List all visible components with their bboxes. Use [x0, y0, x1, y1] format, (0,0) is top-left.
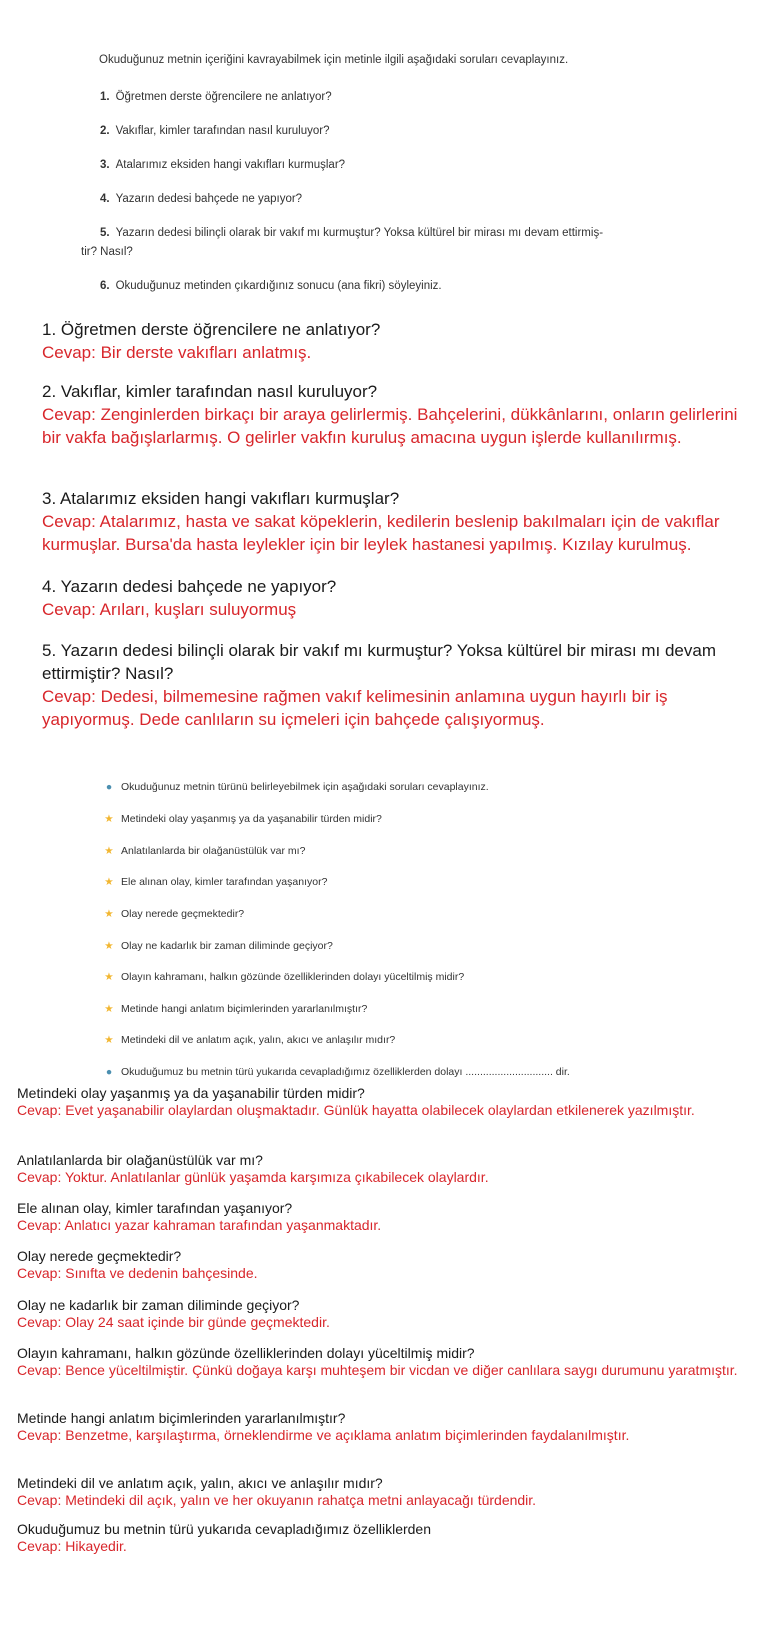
answer-block-1 — [42, 318, 742, 364]
question-text: Vakıflar, kimler tarafından nasıl kuruluyor? — [115, 125, 330, 137]
answer-text: Cevap: Anlatıcı yazar kahraman tarafından yaşanmaktadır. — [17, 1217, 382, 1233]
question-1 — [100, 91, 332, 103]
answer-text: Cevap: Olay 24 saat içinde bir günde geçmektedir. — [17, 1314, 330, 1330]
genre-answer-block — [17, 1297, 762, 1331]
genre-question-text: Anlatılanlarda bir olağanüstülük var mı? — [121, 845, 306, 857]
answer-question: Olay ne kadarlık bir zaman diliminde geçiyor? — [17, 1297, 300, 1313]
answer-question: Metinde hangi anlatım biçimlerinden yararlanılmıştır? — [17, 1410, 346, 1426]
genre-question-text: Olay nerede geçmektedir? — [121, 908, 245, 920]
answer-question: Olay nerede geçmektedir? — [17, 1248, 182, 1264]
question-text: Okuduğunuz metinden çıkardığınız sonucu (ana fikri) söyleyiniz. — [115, 280, 442, 292]
star-icon: ★ — [104, 971, 114, 983]
star-icon: ★ — [104, 908, 114, 920]
genre-question — [103, 845, 305, 857]
circle-bullet-icon: ● — [105, 781, 113, 793]
answer-question: Metindeki dil ve anlatım açık, yalın, akıcı ve anlaşılır mıdır? — [17, 1475, 383, 1491]
question-text: Yazarın dedesi bilinçli olarak bir vakıf mı kurmuştur? Yoksa kültürel bir mirası mı devam ettirmiş- — [115, 227, 604, 239]
question-number: 3. — [100, 159, 110, 171]
answer-text: Cevap: Dedesi, bilmemesine rağmen vakıf kelimesinin anlamına uygun hayırlı bir iş yapıyormuş. Dede canlıların su içmeleri için bahçede çalışıyormuş. — [42, 687, 668, 729]
question-5 — [100, 227, 603, 239]
question-text: Öğretmen derste öğrencilere ne anlatıyor? — [115, 91, 332, 103]
genre-question — [103, 908, 244, 920]
answer-text: Cevap: Metindeki dil açık, yalın ve her okuyanın rahatça metni anlayacağı türdendir. — [17, 1492, 537, 1508]
answer-text: Cevap: Bence yüceltilmiştir. Çünkü doğaya karşı muhteşem bir vicdan ve diğer canlılara saygı durumunu yaratmıştır. — [17, 1362, 738, 1378]
genre-answer-block — [17, 1521, 762, 1555]
genre-intro — [103, 781, 489, 793]
answer-question: Metindeki olay yaşanmış ya da yaşanabilir türden midir? — [17, 1085, 365, 1101]
answer-question: Ele alınan olay, kimler tarafından yaşanıyor? — [17, 1200, 293, 1216]
genre-question-text: Ele alınan olay, kimler tarafından yaşanıyor? — [121, 876, 328, 888]
question-number: 5. — [100, 227, 110, 239]
genre-answer-block — [17, 1152, 762, 1186]
genre-question — [103, 1003, 367, 1015]
answer-text: Cevap: Atalarımız, hasta ve sakat köpeklerin, kedilerin beslenip bakılmaları için de vakıflar kurmuşlar. Bursa'da hasta leylekler için bir leylek hastanesi yapılmış. Kızılay kurulmuş. — [42, 512, 720, 554]
genre-question-text: Olay ne kadarlık bir zaman diliminde geçiyor? — [121, 940, 333, 952]
answer-block-3 — [42, 487, 742, 556]
answer-question: 4. Yazarın dedesi bahçede ne yapıyor? — [42, 577, 337, 596]
question-text: Atalarımız eksiden hangi vakıfları kurmuşlar? — [115, 159, 346, 171]
genre-question — [103, 876, 327, 888]
answer-text: Cevap: Yoktur. Anlatılanlar günlük yaşamda karşımıza çıkabilecek olaylardır. — [17, 1169, 489, 1185]
question-number: 2. — [100, 125, 110, 137]
genre-final-text: Okuduğumuz bu metnin türü yukarıda cevapladığımız özelliklerden dolayı .............................. dir. — [121, 1066, 570, 1078]
genre-question-text: Metindeki olay yaşanmış ya da yaşanabilir türden midir? — [121, 813, 382, 825]
intro-text: Okuduğunuz metnin içeriğini kavrayabilmek için metinle ilgili aşağıdaki soruları cevaplayınız. — [99, 54, 569, 66]
question-4 — [100, 193, 302, 205]
genre-question-text: Olayın kahramanı, halkın gözünde özelliklerinden dolayı yüceltilmiş midir? — [121, 971, 465, 983]
star-icon: ★ — [104, 813, 114, 825]
answer-text: Cevap: Bir derste vakıfları anlatmış. — [42, 343, 312, 362]
genre-question — [103, 940, 333, 952]
genre-answer-block — [17, 1410, 762, 1444]
answer-question: Olayın kahramanı, halkın gözünde özelliklerinden dolayı yüceltilmiş midir? — [17, 1345, 475, 1361]
genre-question — [103, 971, 464, 983]
star-icon: ★ — [104, 940, 114, 952]
answer-question: 2. Vakıflar, kimler tarafından nasıl kuruluyor? — [42, 382, 378, 401]
answer-question: Anlatılanlarda bir olağanüstülük var mı? — [17, 1152, 263, 1168]
answer-block-4 — [42, 575, 742, 621]
genre-intro-text: Okuduğunuz metnin türünü belirleyebilmek için aşağıdaki soruları cevaplayınız. — [121, 781, 489, 793]
answer-block-5 — [42, 639, 742, 731]
genre-question — [103, 1034, 395, 1046]
answer-question: 3. Atalarımız eksiden hangi vakıfları kurmuşlar? — [42, 489, 400, 508]
genre-answer-block — [17, 1200, 762, 1234]
question-number: 4. — [100, 193, 110, 205]
genre-answer-block — [17, 1475, 762, 1509]
genre-question — [103, 813, 382, 825]
answer-text: Cevap: Hikayedir. — [17, 1538, 127, 1554]
circle-bullet-icon: ● — [105, 1066, 113, 1078]
genre-answer-block — [17, 1248, 762, 1282]
question-number: 1. — [100, 91, 110, 103]
question-6 — [100, 280, 442, 292]
question-3 — [100, 159, 345, 171]
answer-question: 5. Yazarın dedesi bilinçli olarak bir vakıf mı kurmuştur? Yoksa kültürel bir mirası mı devam ettirmiştir? Nasıl? — [42, 641, 716, 683]
answer-block-2 — [42, 380, 742, 449]
star-icon: ★ — [104, 1003, 114, 1015]
genre-question-text: Metindeki dil ve anlatım açık, yalın, akıcı ve anlaşılır mıdır? — [121, 1034, 396, 1046]
genre-answer-block — [17, 1345, 762, 1379]
question-number: 6. — [100, 280, 110, 292]
star-icon: ★ — [104, 1034, 114, 1046]
answer-text: Cevap: Sınıfta ve dedenin bahçesinde. — [17, 1265, 258, 1281]
answer-question: 1. Öğretmen derste öğrencilere ne anlatıyor? — [42, 320, 381, 339]
star-icon: ★ — [104, 845, 114, 857]
question-5-continued: tir? Nasıl? — [81, 246, 133, 258]
genre-question-text: Metinde hangi anlatım biçimlerinden yararlanılmıştır? — [121, 1003, 368, 1015]
answer-text: Cevap: Arıları, kuşları suluyormuş — [42, 600, 297, 619]
answer-text: Cevap: Zenginlerden birkaçı bir araya gelirlermiş. Bahçelerini, dükkânlarını, onların gelirlerini bir vakfa bağışlarlarmış. O gelirler vakfın kuruluş amacına uygun işlerde kullanılırmış. — [42, 405, 738, 447]
question-2 — [100, 125, 330, 137]
question-text: Yazarın dedesi bahçede ne yapıyor? — [115, 193, 303, 205]
answer-text: Cevap: Evet yaşanabilir olaylardan oluşmaktadır. Günlük hayatta olabilecek olaylardan etkilenerek yazılmıştır. — [17, 1102, 695, 1118]
answer-question: Okuduğumuz bu metnin türü yukarıda cevapladığımız özelliklerden — [17, 1521, 431, 1537]
star-icon: ★ — [104, 876, 114, 888]
genre-final — [103, 1066, 570, 1078]
answer-text: Cevap: Benzetme, karşılaştırma, örneklendirme ve açıklama anlatım biçimlerinden faydalanılmıştır. — [17, 1427, 630, 1443]
genre-answer-block — [17, 1085, 762, 1119]
